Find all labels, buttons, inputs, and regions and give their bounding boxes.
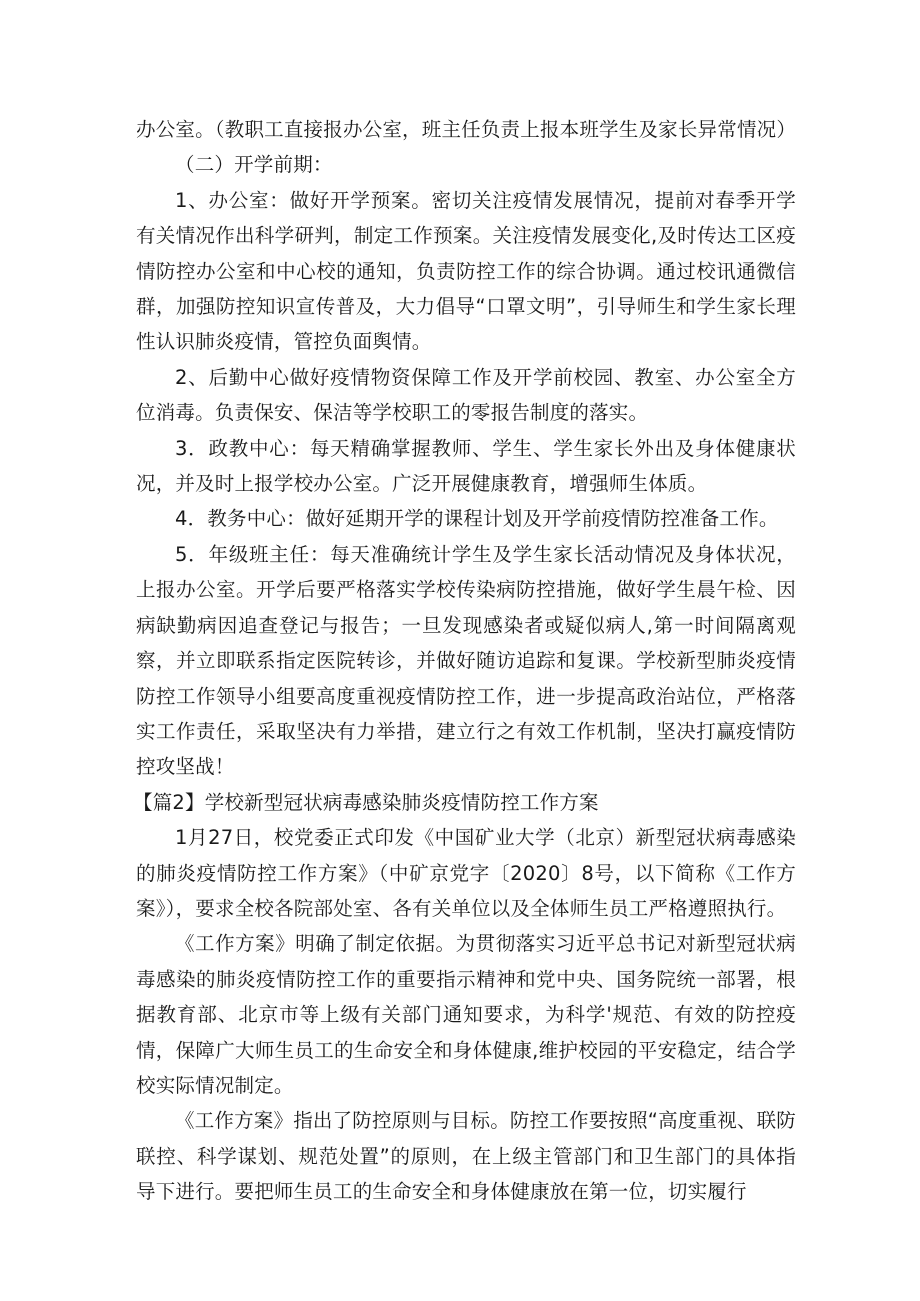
paragraph-academic-affairs-duties: 4．教务中心：做好延期开学的课程计划及开学前疫情防控准备工作。	[175, 507, 779, 531]
paragraph-political-education-duties: 3．政教中心：每天精确掌握教师、学生、学生家长外出及身体健康状况，并及时上报学校办公室。广泛开展健康教育，增强师生体质。	[136, 436, 796, 496]
paragraph-office-duties: 1、办公室：做好开学预案。密切关注疫情发展情况，提前对春季开学有关情况作出科学研判，制定工作预案。关注疫情发展变化,及时传达工区疫情防控办公室和中心校的通知，负责防控工作的综合协调。通过校讯通微信群，加强防控知识宣传普及，大力倡导“口罩文明”，引导师生和学生家长理性认识肺炎疫情，管控负面舆情。	[136, 188, 796, 354]
paragraph-head-teacher-duties: 5．年级班主任：每天准确统计学生及学生家长活动情况及身体状况，上报办公室。开学后要严格落实学校传染病防控措施，做好学生晨午检、因病缺勤病因追查登记与报告；一旦发现感染者或疑似病人,第一时间隔离观察，并立即联系指定医院转诊，并做好随访追踪和复课。学校新型肺炎疫情防控工作领导小组要高度重视疫情防控工作，进一步提高政治站位，严格落实工作责任，采取坚决有力举措，建立行之有效工作机制，坚决打赢疫情防控攻坚战！	[136, 542, 796, 779]
paragraph-plan-issued: 1月27日，校党委正式印发《中国矿业大学（北京）新型冠状病毒感染的肺炎疫情防控工作方案》（中矿京党字〔2020〕8号，以下简称《工作方案》），要求全校各院部处室、各有关单位以及全体师生员工严格遵照执行。	[136, 826, 796, 920]
paragraph-plan-basis: 《工作方案》明确了制定依据。为贯彻落实习近平总书记对新型冠状病毒感染的肺炎疫情防控工作的重要指示精神和党中央、国务院统一部署，根据教育部、北京市等上级有关部门通知要求，为科学'规范、有效的防控疫情，保障广大师生员工的生命安全和身体健康,维护校园的平安稳定，结合学校实际情况制定。	[136, 932, 796, 1097]
paragraph-plan-principles: 《工作方案》指出了防控原则与目标。防控工作要按照“高度重视、联防联控、科学谋划、规范处置”的原则，在上级主管部门和卫生部门的具体指导下进行。要把师生员工的生命安全和身体健康放在第一位，切实履行	[136, 1109, 797, 1204]
section-heading-pre-school: （二）开学前期：	[175, 153, 333, 177]
article-heading-part-2: 【篇2】学校新型冠状病毒感染肺炎疫情防控工作方案	[133, 790, 599, 814]
paragraph-logistics-duties: 2、后勤中心做好疫情物资保障工作及开学前校园、教室、办公室全方位消毒。负责保安、保洁等学校职工的零报告制度的落实。	[136, 365, 796, 425]
document-body	[133, 112, 797, 1210]
paragraph-reporting-note: 办公室。（教职工直接报办公室，班主任负责上报本班学生及家长异常情况）	[136, 118, 797, 141]
